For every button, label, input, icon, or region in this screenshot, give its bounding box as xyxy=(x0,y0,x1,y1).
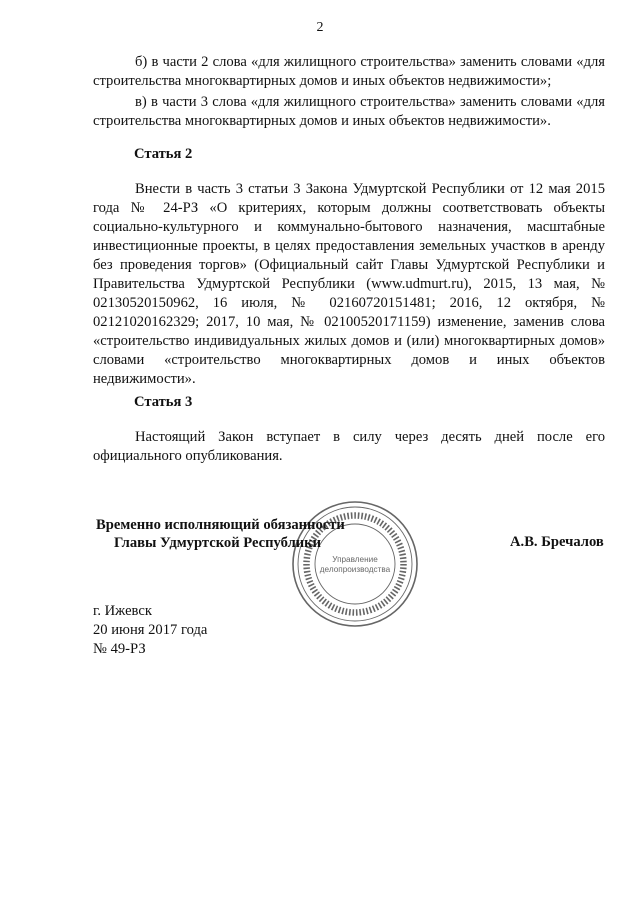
law-date: 20 июня 2017 года xyxy=(93,622,208,638)
amendment-item-v-text: в) в части 3 слова «для жилищного строительства» заменить словами «для строительства многоквартирных домов и иных объектов недвижимости». xyxy=(93,94,605,129)
article-2-heading: Статья 2 xyxy=(134,146,193,162)
article-3-heading: Статья 3 xyxy=(134,394,193,410)
signature-title-line2: Главы Удмуртской Республики xyxy=(114,535,322,551)
article-3-text: Настоящий Закон вступает в силу через десять дней после его официального опубликования. xyxy=(93,429,605,464)
amendment-item-b xyxy=(93,53,605,91)
article-3-body xyxy=(93,428,605,466)
stamp-center-line2: делопроизводства xyxy=(319,565,391,574)
amendment-item-b-text: б) в части 2 слова «для жилищного строительства» заменить словами «для строительства многоквартирных домов и иных объектов недвижимости»; xyxy=(93,54,605,89)
amendment-item-v xyxy=(93,93,605,131)
stamp-center-line1: Управление xyxy=(332,555,378,564)
signature-title-line1: Временно исполняющий обязанности xyxy=(96,517,345,533)
article-2-text: Внести в часть 3 статьи 3 Закона Удмуртской Республики от 12 мая 2015 года № 24-РЗ «О критериях, которым должны соответствовать объекты социально-культурного и коммунально-бытового назначения, масштабные инвестиционные проекты, в целях предоставления земельных участков в аренду без проведения торгов» (Официальный сайт Главы Удмуртской Республики и Правительства Удмуртской Республики (www.udmurt.ru), 2015, 13 мая, № 02130520150962, 16 июля, № 02160720151481; 2016, 12 октября, № 02121020162329; 2017, 10 мая, № 02100520171159) изменение, заменив слова «строительство индивидуальных жилых домов и (или) многоквартирных домов» словами «строительство многоквартирных домов и иных объектов недвижимости». xyxy=(93,181,605,387)
page-number: 2 xyxy=(316,20,324,35)
stamp-inner-ring xyxy=(315,524,395,604)
article-2-body xyxy=(93,180,605,389)
signatory-name: А.В. Бречалов xyxy=(510,534,604,550)
law-number: № 49-РЗ xyxy=(93,641,146,657)
place-city: г. Ижевск xyxy=(93,603,152,619)
